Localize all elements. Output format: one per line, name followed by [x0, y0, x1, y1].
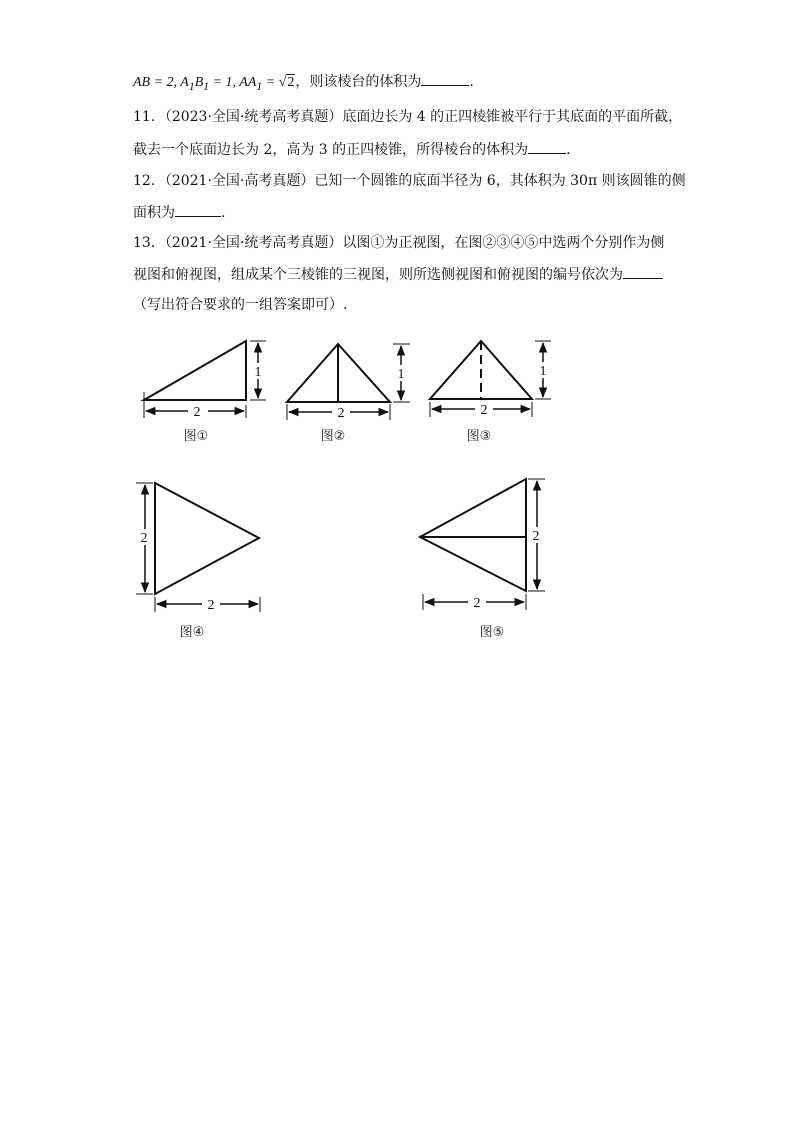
question-13-line-3: （写出符合要求的一组答案即可）. [133, 297, 348, 313]
math-expression: AB = 2, $A_1B_1 = 1$, $AA_1 = √2$ [133, 75, 295, 93]
fig3-height-label: 1 [539, 364, 547, 379]
fig2-caption: 图② [320, 429, 346, 444]
q11-text: 截去一个底面边长为 2，高为 3 的正四棱锥，所得棱台的体积为 [133, 142, 529, 158]
fig2-height-label: 1 [397, 367, 405, 382]
q13-text: 视图和俯视图，组成某个三棱锥的三视图，则所选侧视图和俯视图的编号依次为 [133, 267, 623, 283]
fig1-width-label: 2 [193, 405, 201, 420]
fig1-right-triangle [144, 341, 246, 400]
fig5-width-label: 2 [473, 596, 481, 611]
question-12-line-1: 12．（2021·全国·高考真题）已知一个圆锥的底面半径为 6，其体积为 30π 则该圆锥的侧 [133, 173, 686, 189]
fig1-height-label: 1 [254, 365, 262, 380]
fig5-height-label: 2 [532, 529, 540, 544]
fig4-height-label: 2 [140, 531, 148, 546]
q12-end: . [221, 205, 226, 221]
q10-end: . [469, 74, 474, 90]
figure-5 [420, 479, 545, 610]
figure-4 [136, 483, 260, 612]
question-11-line-1: 11．（2023·全国·统考高考真题）底面边长为 4 的正四棱锥被平行于其底面的平面所截， [133, 109, 683, 125]
q12-text: 面积为 [133, 205, 175, 221]
fig5-caption: 图⑤ [479, 625, 505, 640]
fig2-width-label: 2 [337, 406, 345, 421]
fig3-width-label: 2 [480, 403, 488, 418]
fig5-triangle [420, 479, 526, 591]
q10-text: ，则该棱台的体积为 [295, 74, 422, 90]
fig4-triangle [155, 483, 259, 594]
fig3-caption: 图③ [466, 429, 492, 444]
fig4-width-label: 2 [207, 598, 215, 613]
q11-end: . [566, 142, 571, 158]
fig4-caption: 图④ [179, 625, 205, 640]
question-13-line-1: 13．（2021·全国·统考高考真题）以图①为正视图，在图②③④⑤中选两个分别作为侧 [133, 235, 665, 251]
fig1-caption: 图① [183, 429, 209, 444]
